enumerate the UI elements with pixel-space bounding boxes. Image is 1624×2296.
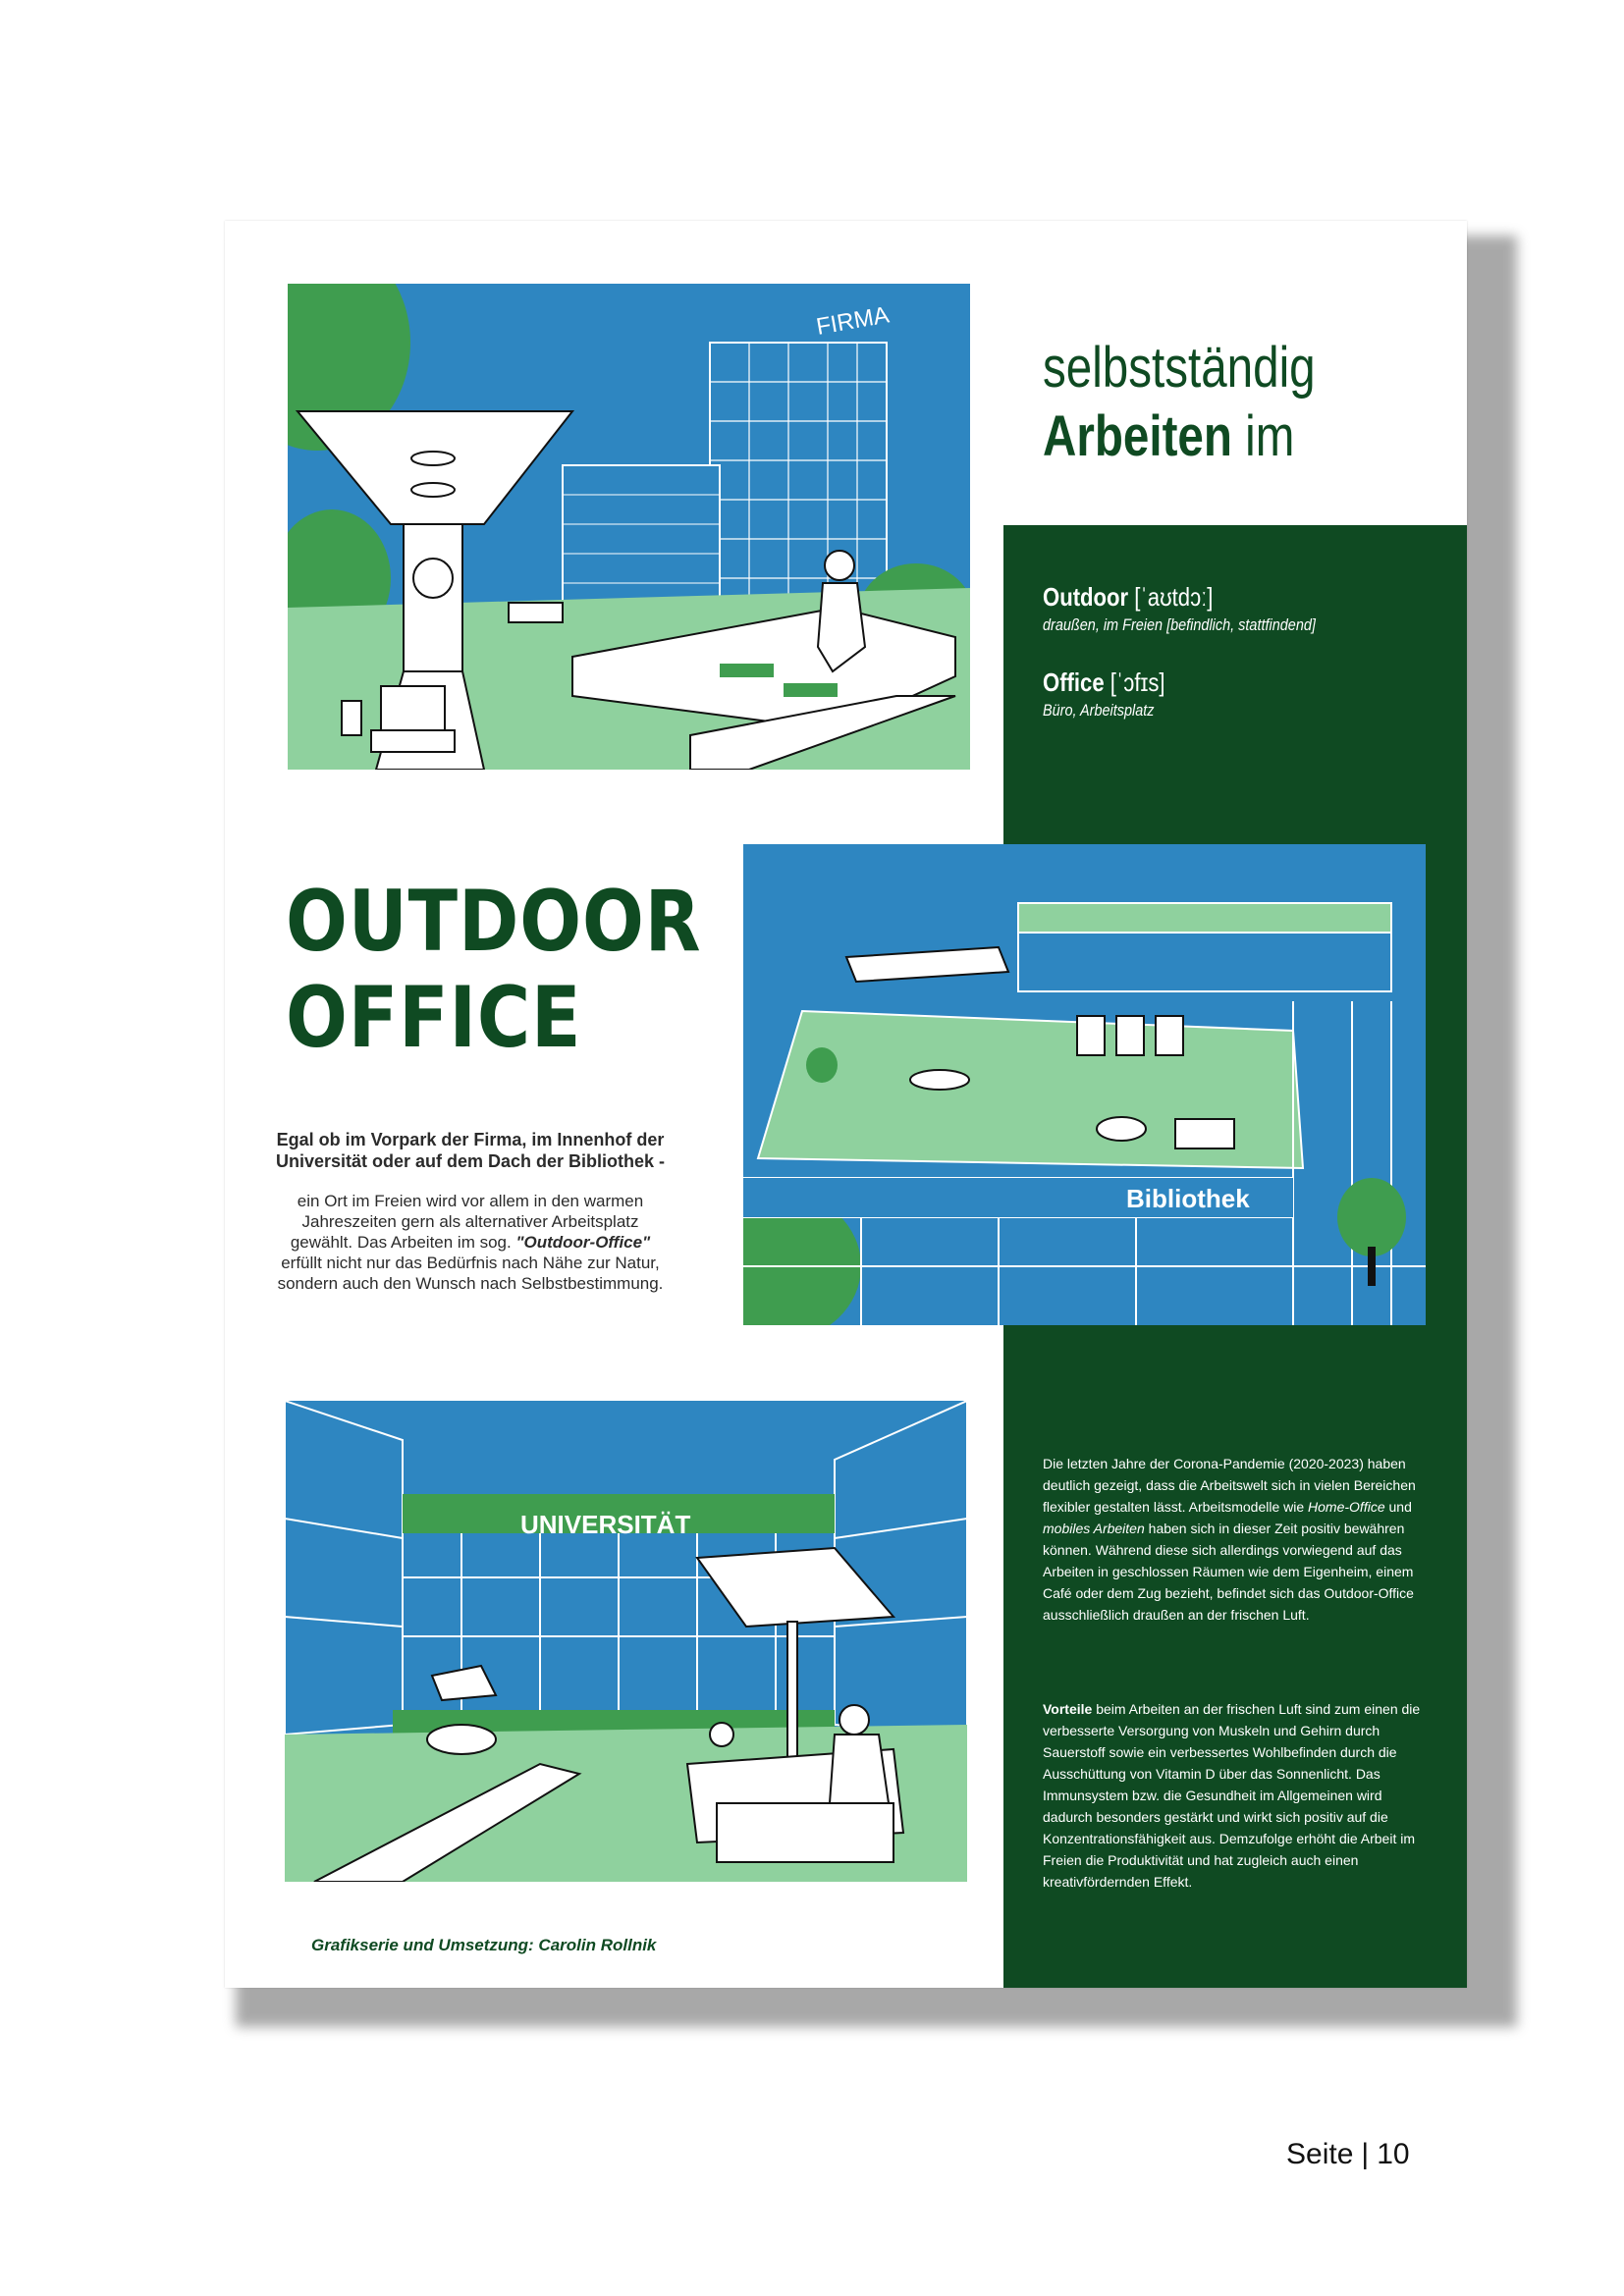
title-line1: OUTDOOR	[286, 873, 702, 971]
definition-term	[1043, 582, 1316, 613]
definition-gloss: Büro, Arbeitsplatz	[1043, 701, 1155, 720]
feature-title	[286, 874, 701, 1066]
title-line2: OFFICE	[286, 969, 582, 1067]
intro-text	[269, 1191, 672, 1294]
headline	[1043, 334, 1316, 471]
headline-line2	[1043, 402, 1316, 471]
universitaet-label: UNIVERSITÄT	[520, 1510, 691, 1539]
intro-part: erfüllt nicht nur das Bedürfnis nach Nähe zur Natur, sondern auch den Wunsch nach Selbstbestimmung.	[277, 1254, 664, 1293]
definition-gloss: draußen, im Freien [befindlich, stattfindend]	[1043, 615, 1316, 634]
firma-label: FIRMA	[814, 301, 892, 341]
paragraph-text: haben sich in dieser Zeit positiv bewähren können. Während diese sich allerdings vorwiegend auf das Arbeiten in geschlossen Räumen wie dem Eigenheim, einem Café oder dem Zug bezieht, befindet sich das Outdoor-Office ausschließlich draußen an der frischen Luft.	[1043, 1521, 1414, 1623]
headline-line1: selbstständig	[1043, 336, 1316, 400]
definition-outdoor	[1043, 582, 1364, 635]
illustration-universitaet	[285, 1401, 967, 1882]
paragraph-bold: Vorteile	[1043, 1701, 1093, 1717]
paragraph-emphasis: Home-Office	[1308, 1499, 1385, 1515]
intro-part: ein Ort im Freien wird vor allem in den warmen Jahreszeiten gern als alternativer Arbeitsplatz gewählt. Das Arbeiten im sog.	[290, 1192, 644, 1252]
definition-term	[1043, 667, 1165, 698]
term-phonetic: [ˈɔfɪs]	[1104, 667, 1165, 697]
term-phonetic: [ˈaʊtdɔː]	[1128, 582, 1214, 612]
term-word: Office	[1043, 667, 1105, 697]
page-label: Seite	[1286, 2138, 1354, 2170]
lead-text: Egal ob im Vorpark der Firma, im Innenhof der Universität oder auf dem Dach der Bibliothek -	[275, 1130, 666, 1171]
definition-office	[1043, 667, 1187, 721]
illustration-bibliothek	[743, 844, 1426, 1325]
illustration-firma	[288, 284, 970, 770]
paragraph-emphasis: mobiles Arbeiten	[1043, 1521, 1145, 1536]
magazine-page	[225, 221, 1467, 1988]
bibliothek-label: Bibliothek	[1126, 1184, 1250, 1213]
intro-emphasis: "Outdoor-Office"	[515, 1233, 651, 1252]
credit-line: Grafikserie und Umsetzung: Carolin Rollnik	[311, 1936, 657, 1954]
term-word: Outdoor	[1043, 582, 1129, 612]
body-paragraph-2	[1043, 1698, 1431, 1893]
headline-rest: im	[1231, 404, 1295, 468]
page-number-value: 10	[1377, 2138, 1410, 2170]
headline-bold: Arbeiten	[1043, 404, 1232, 468]
paragraph-text: beim Arbeiten an der frischen Luft sind zum einen die verbesserte Versorgung von Muskeln und Gehirn durch Sauerstoff sowie ein verbessertes Wohlbefinden durch die Ausschüttung von Vitamin D über das Sonnenlicht. Das Immunsystem bzw. die Gesundheit im Allgemeinen wird dadurch besonders gestärkt und wirkt sich positiv auf die Konzentrationsfähigkeit aus. Demzufolge erhöht die Arbeit im Freien die Produktivität und hat zugleich auch einen kreativfördernden Effekt.	[1043, 1701, 1421, 1890]
paragraph-text: und	[1384, 1499, 1412, 1515]
paragraph-text: Die letzten Jahre der Corona-Pandemie (2020-2023) haben deutlich gezeigt, dass die Arbeitswelt sich in vielen Bereichen flexibler gestalten lässt. Arbeitsmodelle wie	[1043, 1456, 1416, 1515]
page-separator: |	[1361, 2138, 1370, 2170]
body-paragraph-1	[1043, 1453, 1431, 1626]
page-number	[1286, 2138, 1410, 2171]
